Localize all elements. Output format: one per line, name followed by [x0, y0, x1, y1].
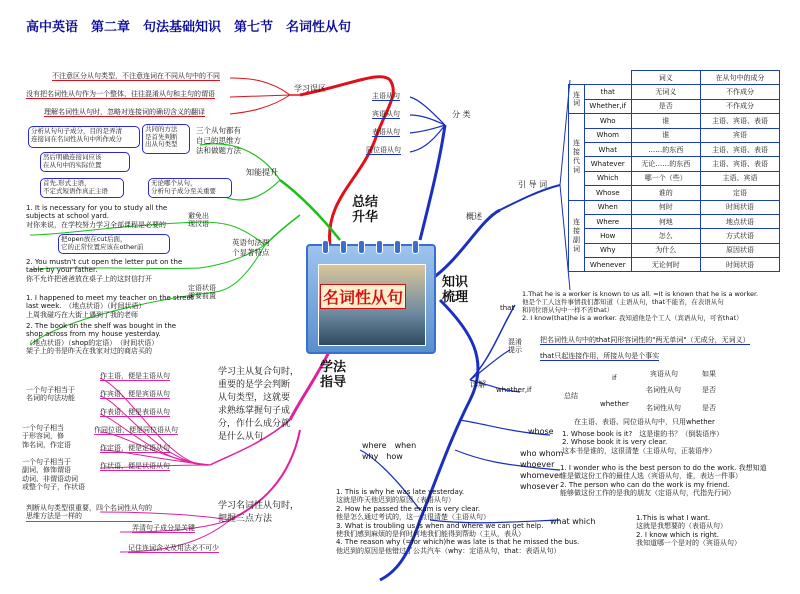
- cell: What: [585, 142, 632, 156]
- example-2: 2. You mustn't cut open the letter put on the table by your father. 你不允许把爸爸放在桌子上的这封信打开: [26, 258, 183, 283]
- confuse-label: 混淆 提示: [508, 338, 522, 355]
- ability-box-2: 然后明确连接词应该 在从句中的实际位置: [40, 152, 130, 172]
- cell: 方式状语: [701, 229, 780, 243]
- role-3: 作表语，便是表语从句: [100, 408, 170, 416]
- who-labels: who whom whoever whomever whosever: [520, 449, 564, 491]
- cell: 无论何时: [631, 258, 701, 272]
- group-1: 一个句子相当于 名词的句法功能: [26, 386, 75, 403]
- whether-row-2a: 名词性从句: [646, 386, 681, 394]
- cell: 为什么: [631, 243, 701, 257]
- what-text: 1.This is what I want. 这就是我想要的（表语从句） 2. I know which is right. 我知道哪一个是对的（宾语从句）: [636, 514, 741, 548]
- center-node: [306, 244, 436, 354]
- group-conj: 连 词: [569, 85, 585, 114]
- cell: 主语、宾语、表语: [701, 114, 780, 128]
- misread-item-2: 没有把名词性从句作为一个整体，往往混淆从句和主句的谓语: [26, 90, 215, 98]
- cell: Which: [585, 171, 632, 185]
- cell: 不作成分: [701, 85, 780, 99]
- group-adverb: 连 接 副 词: [569, 200, 585, 272]
- branch-study: 学法 指导: [320, 360, 347, 390]
- cell: 主语、宾语: [701, 171, 780, 185]
- ability-group: 三个从句都有 自己的思维方 法和做题方法: [196, 126, 241, 155]
- whether-row-3b: 是否: [702, 404, 716, 412]
- type-3: 表语从句: [372, 128, 400, 136]
- table-header-4: 在从句中的成分: [701, 71, 780, 85]
- cell: Where: [585, 214, 632, 228]
- that-label: that: [500, 304, 515, 312]
- cell: ……的东西: [631, 142, 701, 156]
- guide-label: 引 导 词: [518, 180, 548, 189]
- ability-box-3: 共同的方法 是首先判断 出从句类型: [142, 124, 190, 154]
- example-1: 1. It is necessary for you to study all the subjects at school yard. 对你来说，在学校努力学习全部课程是必要的: [26, 204, 168, 229]
- cell: 怎么: [631, 229, 701, 243]
- cell: 谁: [631, 128, 701, 142]
- method-label: 学习名词性从句时， 把握三点方法: [218, 501, 300, 524]
- cell: 无论……的东西: [631, 157, 701, 171]
- role-5: 作定语，便是定语从句: [100, 444, 170, 452]
- cell: 主语、宾语、表语: [701, 142, 780, 156]
- whether-note: 在主语、表语、同位语从句中，只用whether: [574, 418, 715, 426]
- whether-label: whether,if: [496, 386, 532, 394]
- cell: 时间状语: [701, 200, 780, 214]
- whether-row-1a: 宾语从句: [650, 370, 678, 378]
- table-header-1: [569, 71, 585, 85]
- when-text: 1. This is why he was late yesterday. 这就是昨天他迟到的原因（表语从句） 2. How he passed the exam is very clear. 他是怎么通过考试的，这一点很清楚（主语从句） 3. What is troubling us is when and where we can get help. 使我们感到麻烦的是何时何地我们能得到帮助（主从，表从） 4. The reason why (=for which)he was late is that he missed the bus. 他迟到的原因是他错过了公共汽车（why：定语从句，that：表语从句）: [336, 488, 580, 555]
- role-6: 作状语，便是状语从句: [100, 462, 170, 470]
- branch-knowledge: 知识 梳理: [442, 275, 469, 305]
- cell: How: [585, 229, 632, 243]
- branch-summary: 总结 升华: [352, 195, 379, 225]
- cell: 何时: [631, 200, 701, 214]
- guide-word-table: [568, 70, 780, 272]
- confuse-1: 把名词性从句中的that同形容词性的"两无单词"（无成分，无词义）: [540, 336, 750, 344]
- cell: 不作成分: [701, 99, 780, 113]
- whose-text: 1. Whose book is it? 这是谁的书？（倒装语序） 2. Whose book it is very clear. 这本书是谁的，这很清楚（主语从句，正装语序）: [562, 430, 724, 455]
- cell: 主语、宾语、表语: [701, 157, 780, 171]
- role-4: 作同位语，便是同位语从句: [94, 426, 178, 434]
- example-4: 2. The book on the shelf was bought in the shop across from my house yesterday. （地点状语）（shop的定语） （时间状语） 架子上的书是昨天在我家对过的商店买的: [26, 322, 177, 356]
- cell: 定语: [701, 186, 780, 200]
- what-label: what which: [550, 517, 596, 526]
- ability-box-4: 首先,形式主语， 不定式短语作真正主语: [40, 178, 124, 198]
- example-3: 1. I happened to meet my teacher on the street last week. （地点状语）（时间状语） 上周我碰巧在大街上遇到了我的老师: [26, 294, 194, 319]
- cell: 原因状语: [701, 243, 780, 257]
- adv-note: 定语状语 需要前置: [188, 284, 216, 301]
- cell: Whenever: [585, 258, 632, 272]
- overview-label: 概述: [466, 212, 482, 221]
- study-main-note: 学习主从复合句时， 重要的是学会判断 从句类型，这就要 求熟练掌握句子成 分，作什么成分就 是什么从句: [218, 367, 300, 442]
- cell: Whose: [585, 186, 632, 200]
- detail-label: 详解: [470, 380, 486, 389]
- cell: 时间状语: [701, 258, 780, 272]
- that-text: 1.That he is a worker is known to us all. =It is known that he is a worker. 他是个工人这件事情我们都知道（主语从句，that不能省，在表语从句 和同位语从句中一样不省that） 2. I know(that)he is a worker. 我知道他是个工人（宾语从句，可省that）: [522, 290, 759, 322]
- example-1-note: 把open放在cut后面， 它的正常位置应该在other前: [58, 234, 170, 254]
- table-header-2: [585, 71, 632, 85]
- type-2: 宾语从句: [372, 110, 400, 118]
- who-text: 1. I wonder who is the best person to do the work. 我想知道 谁是做这份工作的最佳人选（宾语从句，谁，表达一件事） 2. The person who can do the work is my friend. 能够做这份工作的是我的朋友（定语从句，代指先行词）: [560, 464, 767, 498]
- role-2: 作宾语，便是宾语从句: [100, 390, 170, 398]
- avoid-chinese: 避免出 现汉语: [188, 212, 209, 229]
- ability-label: 知能提升: [246, 168, 278, 177]
- cell: 谁: [631, 114, 701, 128]
- misread-item-3: 理解名词性从句时，忽略对连接词的确切含义的翻译: [44, 108, 205, 116]
- cell: 何地: [631, 214, 701, 228]
- group-3: 一个句子相当于 副词，修饰谓语 动词、非谓语动词 或整个句子，作状语: [22, 458, 85, 492]
- whether-row-1b: 如果: [702, 370, 716, 378]
- cell: 是否: [631, 99, 701, 113]
- ability-box-5: 无论哪个从句， 分析句子成分至关重要: [148, 178, 232, 198]
- ability-box-1: 分析从句句子成分，目的是弄清 连接词在名词性从句中所作成分: [28, 126, 140, 148]
- cell: Why: [585, 243, 632, 257]
- cell: 地点状语: [701, 214, 780, 228]
- role-1: 作主语，便是主语从句: [100, 372, 170, 380]
- summary-small-label: 总结: [564, 392, 578, 400]
- misread-item-1: 不注意区分从句类型，不注意连词在不同从句中的不同: [52, 72, 220, 80]
- type-4: 同位语从句: [366, 146, 401, 154]
- cell: 无词义: [631, 85, 701, 99]
- cell: that: [585, 85, 632, 99]
- cell: 宾语: [701, 128, 780, 142]
- method-1: 判断从句类型很重要，四个名词性从句的 思维方法是一样的: [26, 504, 152, 521]
- type-1: 主语从句: [372, 92, 400, 100]
- method-2: 弄清句子成分是关键: [132, 524, 195, 532]
- whose-label: whose: [528, 427, 554, 436]
- if-label: if: [612, 374, 617, 382]
- whether-row-2b: 是否: [702, 386, 716, 394]
- misread-label: 学习误区: [294, 84, 326, 93]
- group-2: 一个句子相当 于形容词，修 饰名词，作定语: [22, 424, 71, 449]
- hint-label: 英语句法两 个显著特点: [232, 238, 270, 257]
- cell: Whether,if: [585, 99, 632, 113]
- cell: Who: [585, 114, 632, 128]
- when-labels: where when why how: [362, 441, 417, 461]
- cell: 哪一个（些）: [631, 171, 701, 185]
- cell: 谁的: [631, 186, 701, 200]
- center-title: 名词性从句: [320, 284, 406, 309]
- whether-row-3a: 名词性从句: [646, 404, 681, 412]
- whether-small-label: whether: [600, 400, 629, 408]
- page-title: 高中英语 第二章 句法基础知识 第七节 名词性从句: [26, 20, 352, 35]
- method-3: 记住连词含义及用法必不可少: [128, 544, 219, 552]
- classify-label: 分 类: [452, 110, 471, 119]
- cell: When: [585, 200, 632, 214]
- cell: Whom: [585, 128, 632, 142]
- table-header-3: 词义: [631, 71, 701, 85]
- confuse-2: that只起连接作用，所接从句是个事实: [540, 352, 660, 360]
- group-pronoun: 连 接 代 词: [569, 114, 585, 200]
- cell: Whatever: [585, 157, 632, 171]
